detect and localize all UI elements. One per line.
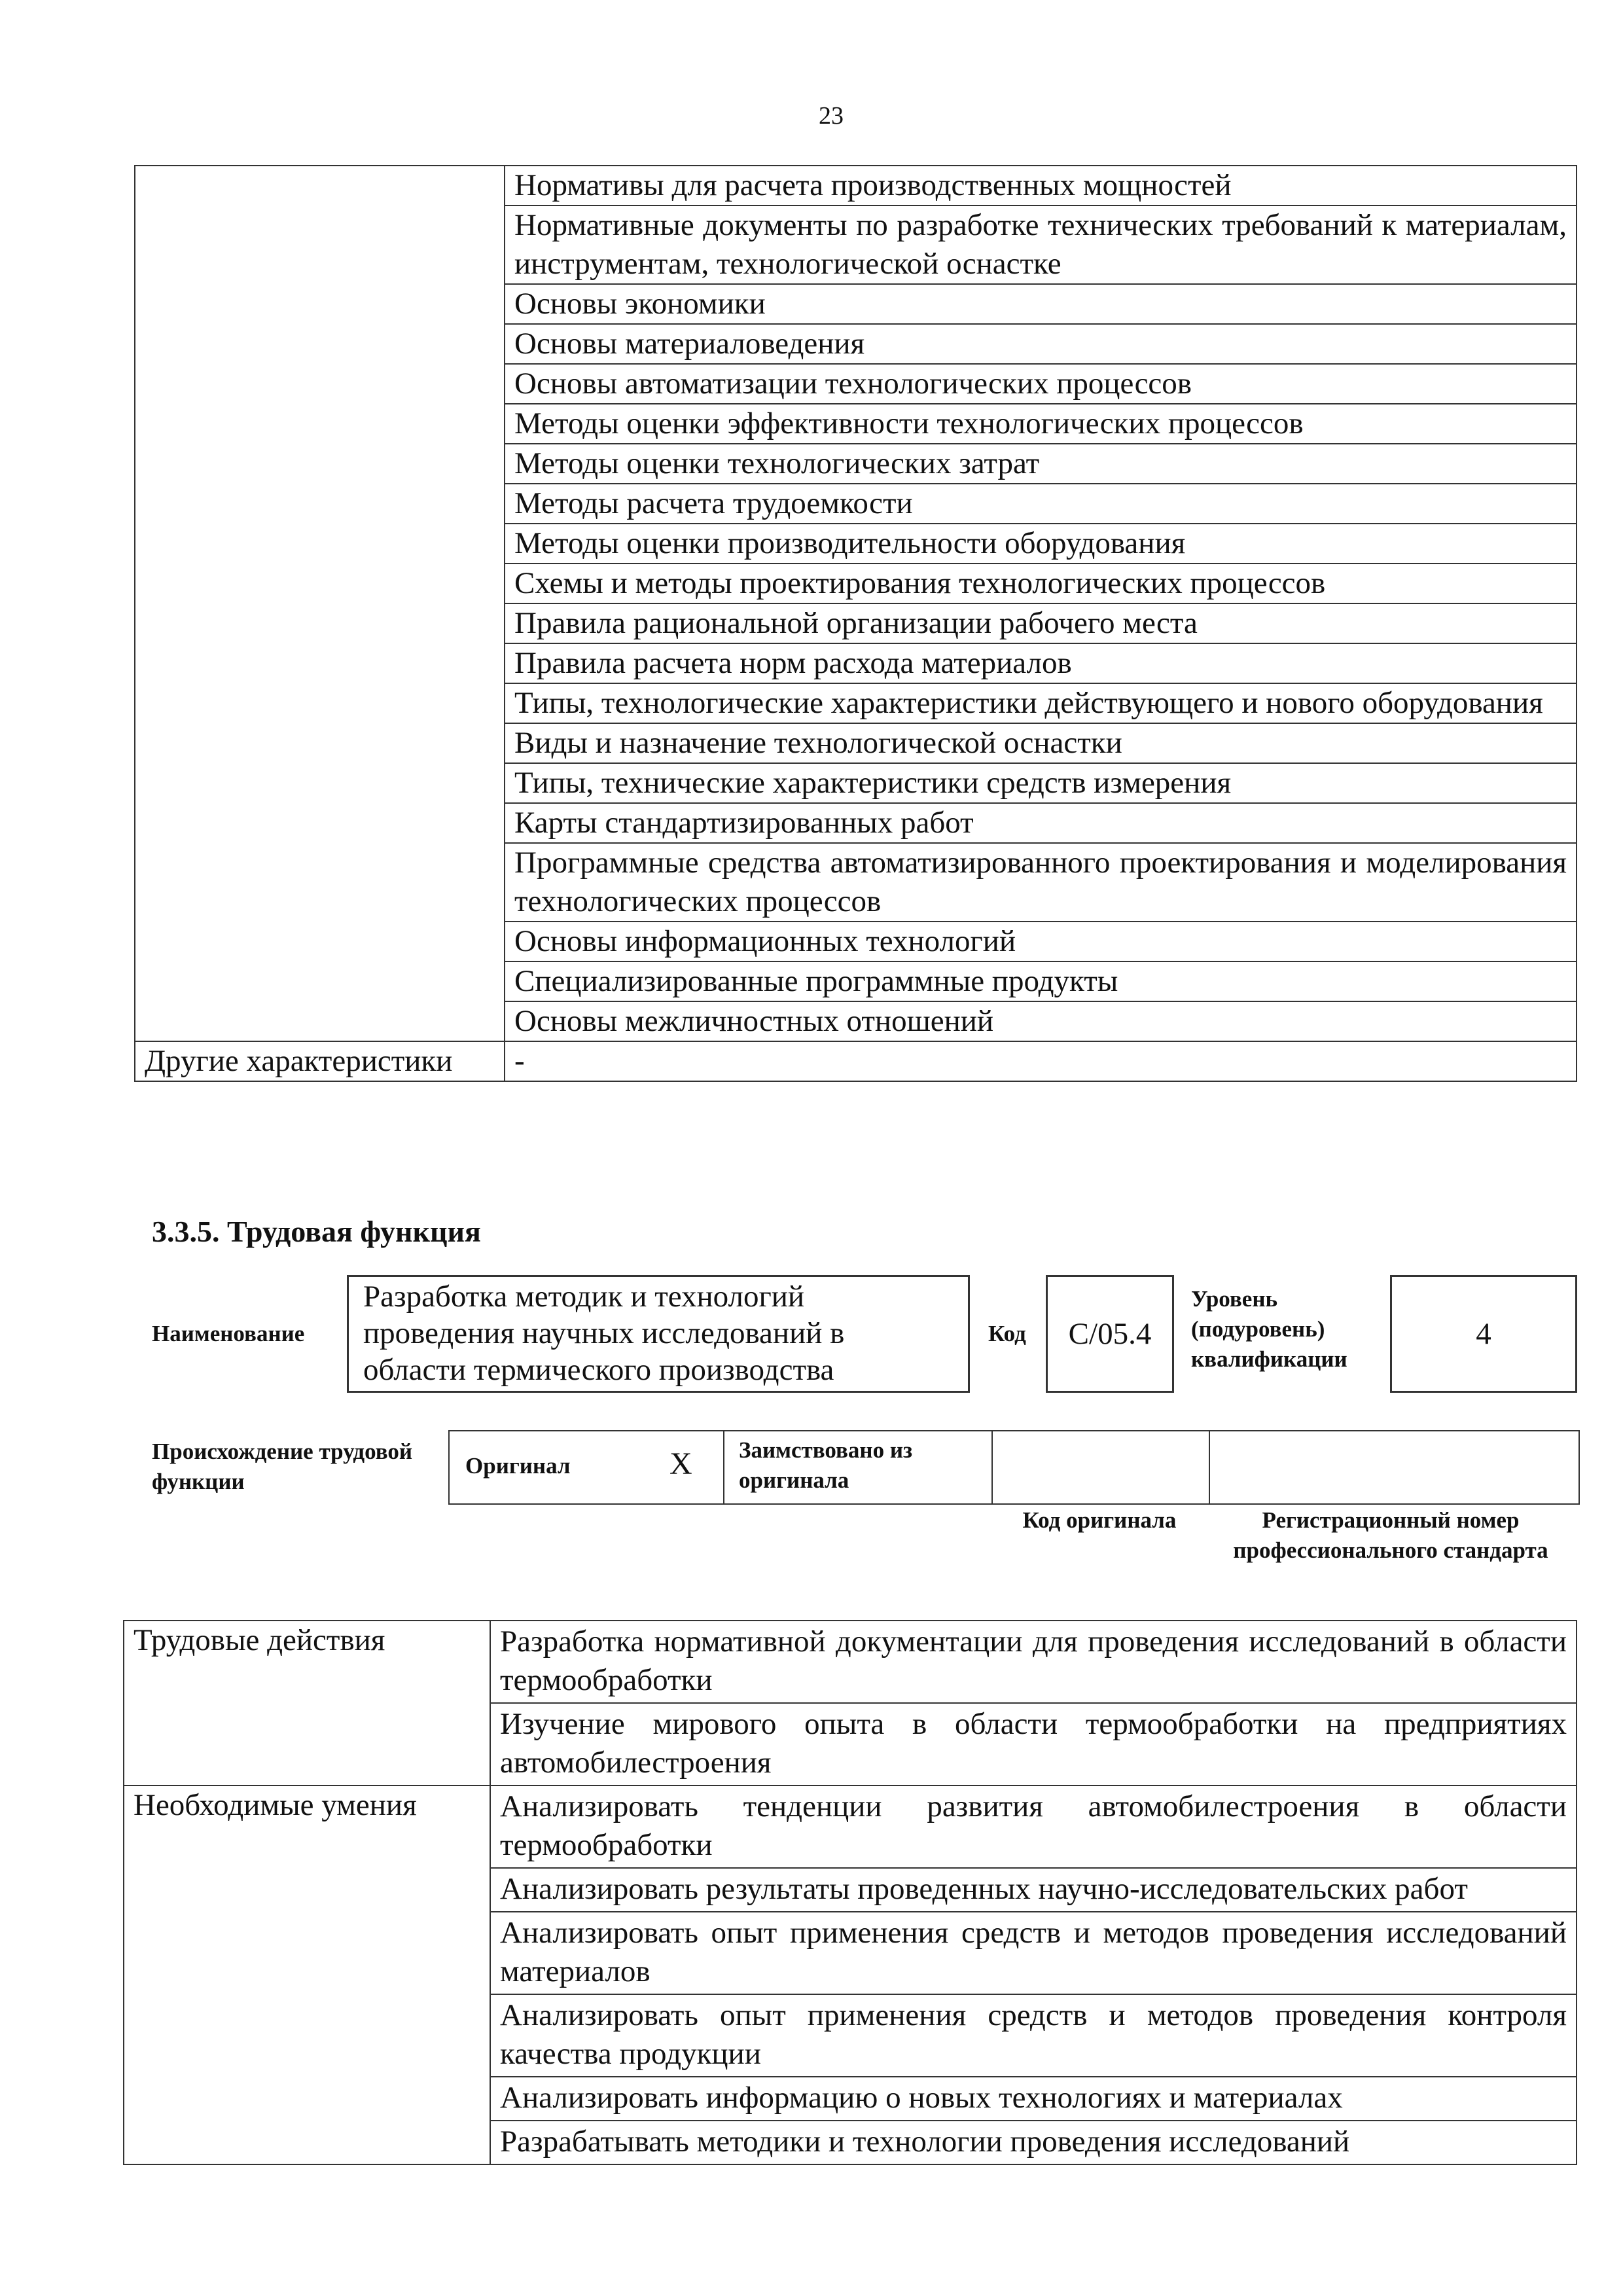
page-number: 23 xyxy=(819,102,844,130)
action-item: Разработка нормативной документации для проведения исследований в области термообработки xyxy=(491,1621,1576,1704)
skills-label: Необходимые умения xyxy=(124,1785,490,2164)
original-label: Оригинал xyxy=(465,1453,571,1479)
knowledge-item: Методы расчета трудоемкости xyxy=(505,484,1577,524)
knowledge-item: Основы межличностных отношений xyxy=(505,1001,1577,1041)
origin-grid xyxy=(448,1430,1580,1505)
skill-item: Анализировать результаты проведенных научно-исследовательских работ xyxy=(491,1869,1576,1912)
skill-item: Анализировать тенденции развития автомобилестроения в области термообработки xyxy=(491,1786,1576,1869)
level-value-box xyxy=(1390,1275,1577,1393)
other-characteristics-label: Другие характеристики xyxy=(135,1041,505,1081)
knowledge-item: Методы оценки эффективности технологических процессов xyxy=(505,404,1577,444)
skill-item: Разрабатывать методики и технологии проведения исследований xyxy=(500,2125,1350,2159)
knowledge-item: Методы оценки технологических затрат xyxy=(505,444,1577,484)
knowledge-item: Нормативы для расчета производственных мощностей xyxy=(505,166,1577,206)
name-value-box xyxy=(347,1275,970,1393)
knowledge-item: Основы автоматизации технологических процессов xyxy=(505,364,1577,404)
other-characteristics-row xyxy=(135,1041,1577,1081)
reg-number-cell xyxy=(1210,1431,1578,1503)
original-cell xyxy=(450,1431,724,1503)
level-value: 4 xyxy=(1476,1317,1491,1351)
actions-row xyxy=(124,1621,1577,1785)
knowledge-label-cell xyxy=(135,166,505,1041)
reg-number-caption: Регистрационный номер профессионального стандарта xyxy=(1233,1507,1548,1563)
actions-list xyxy=(490,1621,1577,1785)
knowledge-item: Нормативные документы по разработке технических требований к материалам, инструментам, технологической оснастке xyxy=(505,206,1577,284)
actions-table xyxy=(123,1620,1577,2165)
knowledge-item: Правила расчета норм расхода материалов xyxy=(505,643,1577,683)
knowledge-item: Основы информационных технологий xyxy=(505,922,1577,961)
borrowed-cell xyxy=(724,1431,993,1503)
action-item: Изучение мирового опыта в области термообработки на предприятиях автомобилестроения xyxy=(500,1707,1567,1780)
skill-item: Анализировать информацию о новых технологиях и материалах xyxy=(491,2077,1576,2121)
skill-item: Анализировать опыт применения средств и методов проведения контроля качества продукции xyxy=(491,1995,1576,2077)
original-mark: X xyxy=(669,1446,692,1481)
skill-item: Анализировать опыт применения средств и методов проведения исследований материалов xyxy=(491,1912,1576,1995)
code-original-caption: Код оригинала xyxy=(1022,1507,1177,1533)
actions-label: Трудовые действия xyxy=(124,1621,490,1785)
knowledge-item: Основы материаловедения xyxy=(505,324,1577,364)
knowledge-item: Основы экономики xyxy=(505,284,1577,324)
knowledge-item: Схемы и методы проектирования технологических процессов xyxy=(505,564,1577,603)
knowledge-item: Специализированные программные продукты xyxy=(505,961,1577,1001)
code-original-cell xyxy=(993,1431,1210,1503)
origin-label: Происхождение трудовой функции xyxy=(152,1439,413,1494)
knowledge-row xyxy=(135,166,1577,206)
borrowed-label: Заимствовано из оригинала xyxy=(739,1437,913,1493)
code-value: C/05.4 xyxy=(1068,1317,1152,1351)
code-label: Код xyxy=(988,1321,1026,1346)
knowledge-item: Правила рациональной организации рабочего места xyxy=(505,603,1577,643)
knowledge-item: Типы, технические характеристики средств измерения xyxy=(505,763,1577,803)
name-value: Разработка методик и технологий проведения научных исследований в области термического производства xyxy=(363,1280,845,1387)
name-label: Наименование xyxy=(152,1321,305,1346)
knowledge-item: Виды и назначение технологической оснастки xyxy=(505,723,1577,763)
knowledge-item: Типы, технологические характеристики действующего и нового оборудования xyxy=(505,683,1577,723)
knowledge-item: Карты стандартизированных работ xyxy=(505,803,1577,843)
level-label: Уровень (подуровень) квалификации xyxy=(1191,1286,1347,1372)
skills-list xyxy=(490,1785,1577,2164)
skills-row xyxy=(124,1785,1577,2164)
knowledge-item: Методы оценки производительности оборудования xyxy=(505,524,1577,564)
section-heading: 3.3.5. Трудовая функция xyxy=(152,1215,481,1248)
other-characteristics-value: - xyxy=(505,1041,1577,1081)
code-value-box xyxy=(1046,1275,1174,1393)
knowledge-item: Программные средства автоматизированного проектирования и моделирования технологических процессов xyxy=(505,843,1577,922)
knowledge-table xyxy=(134,165,1577,1082)
